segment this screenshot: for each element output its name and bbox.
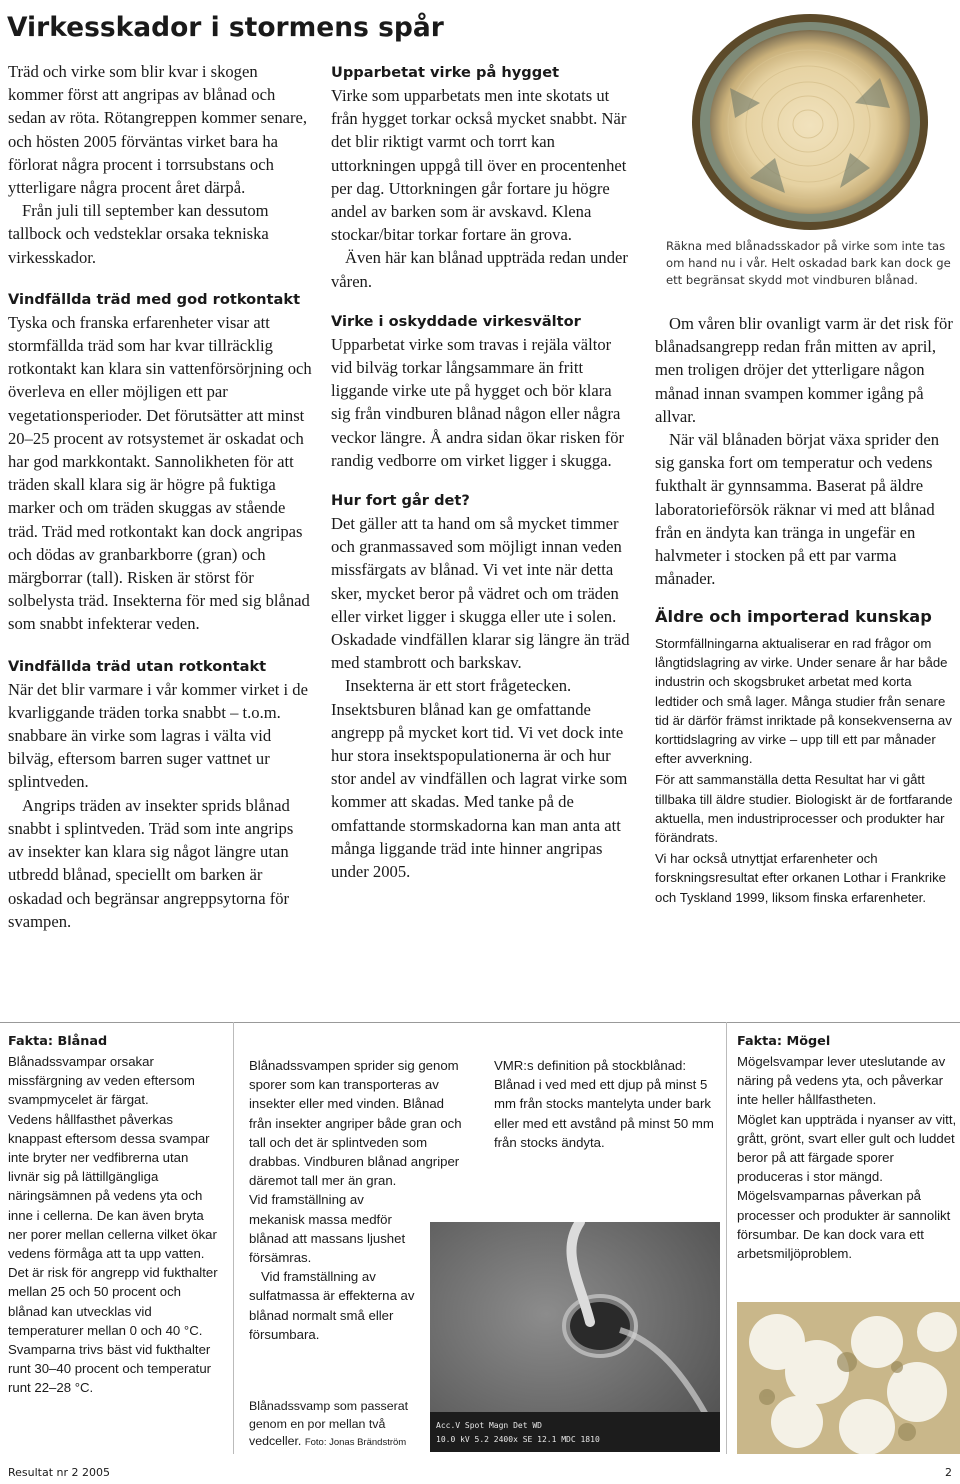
- sem-label-line1: Acc.V Spot Magn Det WD: [436, 1421, 542, 1430]
- fact-box-blanad: [8, 1032, 218, 1398]
- log-photo-caption: Räkna med blånadsskador på virke som inte tas om hand nu i vår. Helt oskadad bark kan dock ge ett begränsat skydd mot vindburen blånad.: [666, 239, 951, 287]
- sem-caption: [249, 1398, 429, 1452]
- footer-issue: Resultat nr 2 2005: [8, 1466, 111, 1479]
- knowledge-box: [655, 606, 953, 998]
- fact-paragraph: Blånadssvampen sprider sig genom sporer som kan transporteras av insekter eller med vinden. Blånad från insekter angriper både gran och tall och det är splintveden som drabbas. Vindburen blånad angriper däremot tall mer än gran.: [249, 1058, 462, 1189]
- section-heading: Vindfällda träd utan rotkontakt: [8, 657, 267, 675]
- page-number: 2: [945, 1466, 952, 1479]
- paragraph: När väl blånaden börjat växa sprider den sig ganska fort om temperatur och vedens fukthalt är gynnsamma. Baserat på äldre laboratorieförsök räknar vi med att blånad från en ändyta kan tränga in ungefär en halvmeter i stocken på ett par varma månader.: [655, 430, 939, 589]
- section-heading: Upparbetat virke på hygget: [331, 64, 560, 81]
- vmr-definition: VMR:s definition på stockblånad: Blånad i ved med ett djup på minst 5 mm från stocks mantelyta under bark eller med ett avstånd på minst 50 mm från stocks ändyta.: [494, 1058, 714, 1150]
- paragraph: Insekterna är ett stort frågetecken. Insektsburen blånad kan ge omfattande angrepp på mycket kort tid. Vi vet dock inte hur stora insektspopulationerna är och hur stor andel av vindfällen och lagrat virke som kommer att skadas. Med tanke på de omfattande stormskadorna kan man anta att många liggande träd inte hinner angripas under 2005.: [331, 676, 628, 882]
- fact-paragraph: Möglet kan uppträda i nyanser av vitt, grått, grönt, svart eller gult och luddet beror på att färgade sporer produceras i stor mängd.: [737, 1111, 957, 1185]
- microscope-photo: [430, 1222, 720, 1452]
- page-footer: [8, 1466, 952, 1482]
- fact-paragraph: Vedens hållfasthet påverkas knappast eftersom dessa svampar inte bryter ner vedfibrerna utan livnär sig på lättillgängliga näringsämnen på vedens yta och inne i cellerna. De kan även bryta ner porer mellan cellerna vilket ökar vedens förmåga att ta upp vatten.: [8, 1111, 217, 1262]
- column-right: [655, 312, 953, 590]
- column-middle: [331, 62, 631, 883]
- paragraph: Upparbetat virke som travas i rejäla vältor vid bilväg torkar långsammare än fritt liggande virke ute på hygget och bör klara sig från vindburen blånad någon eller några veckor längre. Å andra sidan ökar risken för randig vedborre om virket ligger i skugga.: [331, 334, 625, 470]
- column-divider: [233, 1022, 234, 1454]
- paragraph: Angrips träden av insekter sprids blånad snabbt i splintveden. Träd som inte angrips av insekter kan klara sig något längre utan utbredd blånad, speciellt om barken är oskadad och begränsar angreppsytorna för svampen.: [8, 795, 294, 931]
- fact-paragraph: Vid framställning av sulfatmassa är effekterna av blånad normalt små eller försumbara.: [249, 1269, 415, 1342]
- photo-credit: Foto: Jonas Brändström: [304, 1437, 407, 1449]
- column-divider: [726, 1022, 727, 1454]
- fact-paragraph: Blånadssvampar orsakar missfärgning av veden eftersom svampmycelet är färgat.: [8, 1054, 195, 1108]
- fact-paragraph: Mögelsvampar lever uteslutande av näring på vedens yta, och påverkar inte heller hållfastheten.: [737, 1054, 946, 1108]
- mold-photo: [737, 1302, 960, 1454]
- log-cross-section-photo: [690, 8, 930, 233]
- intro-paragraph: Träd och virke som blir kvar i skogen kommer först att angripas av blånad och sedan av röta. Rötangreppen kommer senare, och hösten 2005 förväntas virket bara ha förlorat några procent i torrsubstans och ytterligare några procent året därpå.: [8, 62, 308, 198]
- sem-label-line2: 10.0 kV 5.2 2400x SE 12.1 MDC 1810: [436, 1435, 600, 1444]
- paragraph: Virke som upparbetats men inte skotats ut från hygget torkar också mycket snabbt. När det blir riktigt varmt och torrt kan uttorkningen uppgå till över en procentenhet per dag. Uttorkningen går fortare ju högre andel av barken som är avskavd. Klena stockar/bitar torkar fortare än grova.: [331, 86, 627, 245]
- column-left: [8, 60, 313, 933]
- fact-box-mogel: [737, 1032, 957, 1263]
- section-divider: [0, 1022, 960, 1023]
- box-paragraph: För att sammanställa detta Resultat har vi gått tillbaka till äldre studier. Biologiskt är de fortfarande aktuella, men industriprocesser och produkter har förändrats.: [655, 772, 953, 846]
- section-heading: Virke i oskyddade virkesvältor: [331, 312, 581, 330]
- paragraph: Tyska och franska erfarenheter visar att stormfällda träd som har kvar tillräcklig rotkontakt kan klara sin vattenförsörjning och överleva en eller möjligen ett par vegetationsperioder. Det förutsätter att minst 20–25 procent av rotsystemet är oskadat och har god markkontakt. Sannolikheten för att träden skall klara sig är högre på fuktiga marker och om träden skuggas av stående träd. Träd med rotkontakt kan dock angripas och dödas av granbarkborre (gran) och märgborrar (tall). Risken är störst för solbelysta träd. Insekterna för med sig blånad som snabbt infekterar veden.: [8, 312, 312, 634]
- box-title: Äldre och importerad kunskap: [655, 607, 932, 626]
- section-heading: Hur fort går det?: [331, 492, 470, 510]
- paragraph: När det blir varmare i vår kommer virket i de kvarliggande träden torka snabbt – t.o.m. snabbare än virke som lagras i välta vid bilväg, eftersom barren suger vattnet ur splintveden.: [8, 679, 308, 792]
- section-heading: Vindfällda träd med god rotkontakt: [8, 290, 301, 308]
- fact-title: Fakta: Mögel: [737, 1034, 831, 1049]
- page-title: Virkesskador i stormens spår: [7, 12, 444, 43]
- sem-caption-text: Blånadssvamp som passerat genom en por mellan två vedceller.: [249, 1399, 409, 1449]
- fact-paragraph: Vid framställning av mekanisk massa medför blånad att massans ljushet försämras.: [249, 1192, 406, 1266]
- box-paragraph: Stormfällningarna aktualiserar en rad frågor om långtidslagring av virke. Under senare år har både industrin och skogsbruket arbetat med korta ledtider och små lager. Många studier från senare tid är därför främst inriktade på konsekvenserna av korttidslagring av virke – upp till ett par månader efter avverkning.: [655, 636, 952, 767]
- paragraph: Om våren blir ovanligt varm är det risk för blånadsangrepp redan från mitten av april, men troligen dröjer det ytterligare någon månad innan svampen kommer igång på allvar.: [655, 314, 953, 426]
- paragraph: Även här kan blånad uppträda redan under våren.: [331, 248, 628, 291]
- fact-title: Fakta: Blånad: [8, 1034, 108, 1049]
- fact-paragraph: Det är risk för angrepp vid fukthalter mellan 25 och 50 procent och blånad kan utvecklas vid temperaturer mellan 0 och 40 °C. Svamparna trivs bäst vid fukthalter runt 30–40 procent och temperatur runt 22–28 °C.: [8, 1265, 218, 1396]
- paragraph: Det gäller att ta hand om så mycket timmer och granmassaved som möjligt innan veden missfärgats av blånad. Vi vet inte när detta sker, mycket beror på vädret och om träden eller virket ligger i skugga eller ute i solen. Oskadade vindfällen klarar sig längre än träd med stambrott och barkskav.: [331, 514, 630, 673]
- box-paragraph: Vi har också utnyttjat erfarenheter och forskningsresultat efter orkanen Lothar i Frankrike och Tyskland 1999, liksom finska erfarenheter.: [655, 851, 946, 905]
- paragraph: Från juli till september kan dessutom tallbock och vedsteklar orsaka tekniska virkesskador.: [8, 201, 269, 267]
- fact-paragraph: Mögelsvamparnas påverkan på processer och produkter är sannolikt försumbar. De kan dock vara ett arbetsmiljöproblem.: [737, 1188, 951, 1262]
